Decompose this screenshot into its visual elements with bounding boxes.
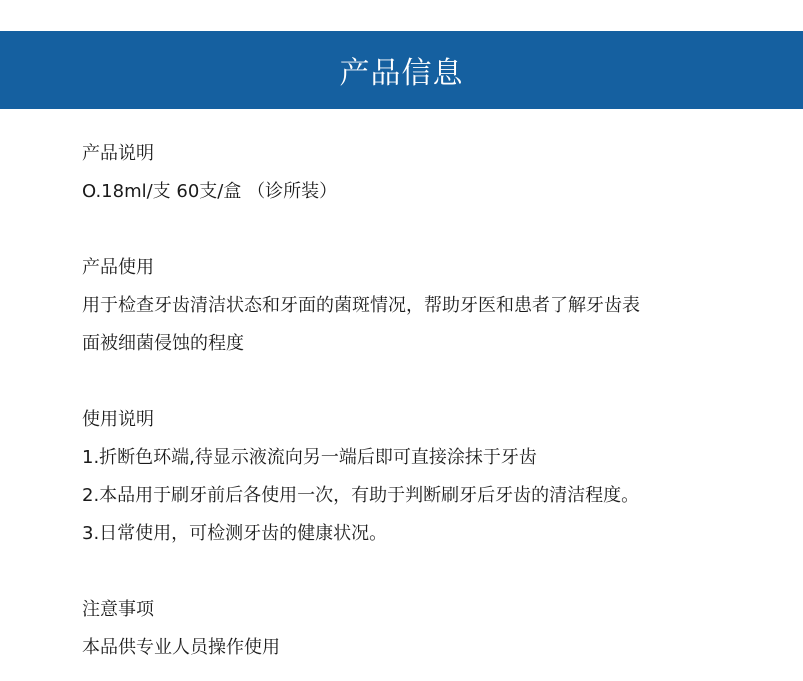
section-heading: 使用说明 (82, 409, 154, 430)
section-product-usage (82, 249, 762, 363)
section-text: 1.折断色环端,待显示液流向另一端后即可直接涂抹于牙齿 (82, 447, 537, 468)
section-product-description (82, 135, 762, 211)
section-spacer (82, 211, 762, 249)
section-spacer (82, 363, 762, 401)
section-text: 本品供专业人员操作使用 (82, 637, 280, 658)
section-heading: 注意事项 (82, 599, 154, 620)
section-spacer (82, 553, 762, 591)
section-precautions (82, 591, 762, 667)
header-banner (0, 31, 803, 109)
section-text: 2.本品用于刷牙前后各使用一次，有助于判断刷牙后牙齿的清洁程度。 (82, 485, 640, 506)
section-heading: 产品说明 (82, 143, 154, 164)
section-instructions (82, 401, 762, 553)
section-text: 面被细菌侵蚀的程度 (82, 333, 244, 354)
section-heading: 产品使用 (82, 257, 154, 278)
page-title: 产品信息 (339, 56, 464, 91)
section-text: O.18ml/支 60支/盒 （诊所装） (82, 181, 338, 202)
product-info-content (82, 135, 762, 667)
section-text: 3.日常使用，可检测牙齿的健康状况。 (82, 523, 388, 544)
section-text: 用于检查牙齿清洁状态和牙面的菌斑情况，帮助牙医和患者了解牙齿表 (82, 295, 640, 316)
